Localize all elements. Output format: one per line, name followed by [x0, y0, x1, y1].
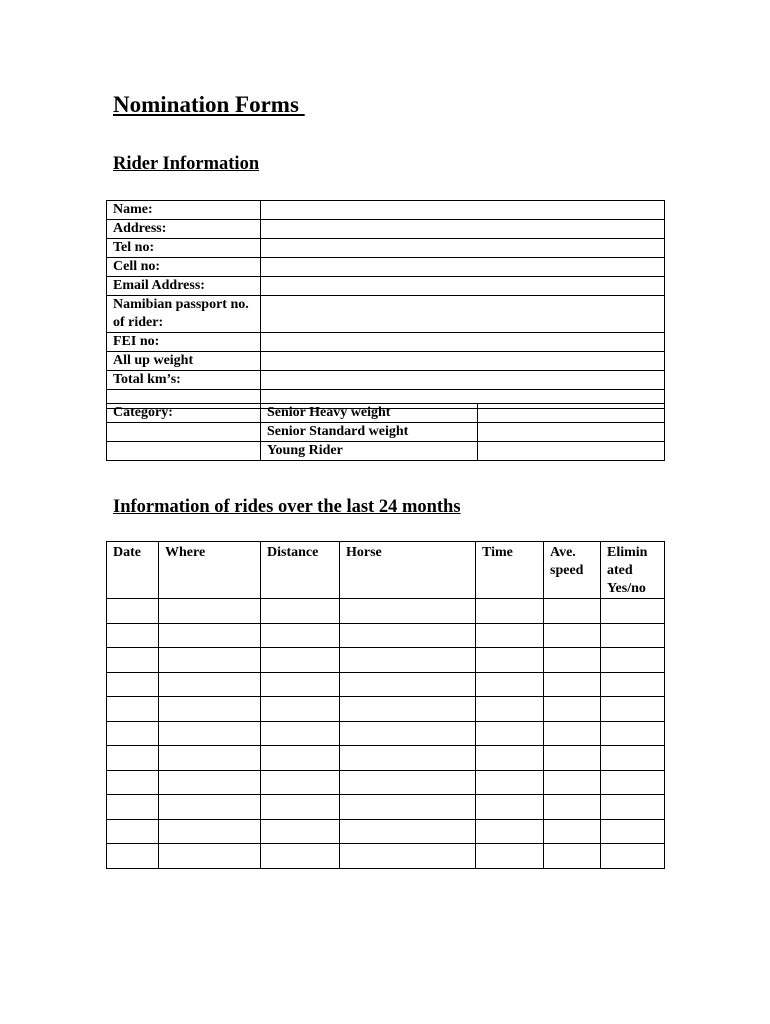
- rides-table: [106, 541, 665, 869]
- table-cell[interactable]: [340, 795, 476, 820]
- table-row: [107, 819, 665, 844]
- table-cell[interactable]: [107, 697, 159, 722]
- rider-information-table: [106, 200, 665, 409]
- table-cell[interactable]: [340, 623, 476, 648]
- table-cell[interactable]: [107, 623, 159, 648]
- table-cell[interactable]: [544, 844, 601, 869]
- column-header-time: Time: [476, 542, 544, 599]
- table-cell[interactable]: [601, 697, 665, 722]
- category-option-senior-heavy: Senior Heavy weight: [261, 404, 478, 423]
- column-header-horse: Horse: [340, 542, 476, 599]
- table-cell[interactable]: [159, 672, 261, 697]
- table-cell[interactable]: [261, 721, 340, 746]
- field-label-weight: All up weight: [107, 352, 261, 371]
- table-row: [107, 844, 665, 869]
- field-value-name[interactable]: [261, 201, 665, 220]
- table-row: [107, 599, 665, 624]
- table-cell[interactable]: [476, 770, 544, 795]
- field-label-email: Email Address:: [107, 277, 261, 296]
- table-cell[interactable]: [107, 844, 159, 869]
- field-value-address[interactable]: [261, 220, 665, 239]
- table-cell[interactable]: [159, 795, 261, 820]
- table-cell[interactable]: [476, 623, 544, 648]
- table-cell[interactable]: [159, 819, 261, 844]
- table-cell[interactable]: [340, 746, 476, 771]
- category-option-young-rider: Young Rider: [261, 442, 478, 461]
- field-label-passport: Namibian passport no. of rider:: [107, 296, 261, 333]
- table-row: [107, 333, 665, 352]
- table-cell[interactable]: [261, 746, 340, 771]
- category-select-cell[interactable]: [478, 404, 665, 423]
- table-cell[interactable]: [261, 697, 340, 722]
- table-cell[interactable]: [544, 819, 601, 844]
- table-cell[interactable]: [159, 770, 261, 795]
- field-label-name: Name:: [107, 201, 261, 220]
- table-cell[interactable]: [261, 770, 340, 795]
- field-value-email[interactable]: [261, 277, 665, 296]
- column-header-where: Where: [159, 542, 261, 599]
- table-cell[interactable]: [476, 648, 544, 673]
- table-cell[interactable]: [159, 623, 261, 648]
- column-header-eliminated: Elimin ated Yes/no: [601, 542, 665, 599]
- table-cell[interactable]: [261, 672, 340, 697]
- table-cell[interactable]: [601, 770, 665, 795]
- category-blank-cell: [107, 423, 261, 442]
- table-cell[interactable]: [601, 623, 665, 648]
- table-cell[interactable]: [544, 795, 601, 820]
- table-cell[interactable]: [340, 599, 476, 624]
- table-cell[interactable]: [261, 819, 340, 844]
- table-cell[interactable]: [159, 599, 261, 624]
- table-cell[interactable]: [159, 844, 261, 869]
- table-cell[interactable]: [601, 795, 665, 820]
- table-cell[interactable]: [261, 844, 340, 869]
- table-cell[interactable]: [107, 599, 159, 624]
- table-row: [107, 721, 665, 746]
- table-cell[interactable]: [476, 672, 544, 697]
- table-cell[interactable]: [476, 819, 544, 844]
- table-row: [107, 623, 665, 648]
- page-title: Nomination Forms: [113, 92, 305, 117]
- table-cell[interactable]: [476, 697, 544, 722]
- field-label-total-km: Total km’s:: [107, 371, 261, 390]
- table-cell[interactable]: [107, 746, 159, 771]
- table-header-row: [107, 542, 665, 599]
- table-cell[interactable]: [261, 623, 340, 648]
- table-cell[interactable]: [340, 819, 476, 844]
- table-cell[interactable]: [340, 672, 476, 697]
- field-value-fei[interactable]: [261, 333, 665, 352]
- table-cell[interactable]: [544, 697, 601, 722]
- table-row: [107, 220, 665, 239]
- table-cell[interactable]: [261, 648, 340, 673]
- table-cell[interactable]: [261, 599, 340, 624]
- field-label-address: Address:: [107, 220, 261, 239]
- table-row: [107, 746, 665, 771]
- table-cell[interactable]: [476, 844, 544, 869]
- table-cell[interactable]: [107, 819, 159, 844]
- table-cell[interactable]: [544, 721, 601, 746]
- field-value-passport[interactable]: [261, 296, 665, 333]
- table-cell[interactable]: [340, 844, 476, 869]
- table-cell[interactable]: [159, 697, 261, 722]
- field-value-total-km[interactable]: [261, 371, 665, 390]
- table-row: [107, 296, 665, 333]
- field-label-cell: Cell no:: [107, 258, 261, 277]
- field-value-cell[interactable]: [261, 258, 665, 277]
- table-cell[interactable]: [107, 721, 159, 746]
- field-value-tel[interactable]: [261, 239, 665, 258]
- table-cell[interactable]: [601, 844, 665, 869]
- table-cell[interactable]: [159, 721, 261, 746]
- table-cell[interactable]: [601, 599, 665, 624]
- table-row: [107, 770, 665, 795]
- table-row: [107, 795, 665, 820]
- table-row: [107, 277, 665, 296]
- table-cell[interactable]: [340, 648, 476, 673]
- table-cell[interactable]: [476, 721, 544, 746]
- field-label-tel: Tel no:: [107, 239, 261, 258]
- table-row: [107, 697, 665, 722]
- table-cell[interactable]: [601, 819, 665, 844]
- table-row: [107, 442, 665, 461]
- field-label-fei: FEI no:: [107, 333, 261, 352]
- table-cell[interactable]: [476, 599, 544, 624]
- table-row: [107, 672, 665, 697]
- table-cell[interactable]: [107, 795, 159, 820]
- table-cell[interactable]: [544, 599, 601, 624]
- table-row: [107, 404, 665, 423]
- field-value-weight[interactable]: [261, 352, 665, 371]
- rides-information-heading: Information of rides over the last 24 months: [113, 497, 461, 517]
- table-cell[interactable]: [601, 672, 665, 697]
- table-row: [107, 423, 665, 442]
- table-cell[interactable]: [261, 795, 340, 820]
- table-cell[interactable]: [544, 648, 601, 673]
- column-header-date: Date: [107, 542, 159, 599]
- table-cell[interactable]: [107, 648, 159, 673]
- table-cell[interactable]: [544, 623, 601, 648]
- column-header-distance: Distance: [261, 542, 340, 599]
- table-row: [107, 258, 665, 277]
- category-option-senior-standard: Senior Standard weight: [261, 423, 478, 442]
- category-label: Category:: [107, 404, 261, 423]
- table-cell[interactable]: [107, 770, 159, 795]
- table-cell[interactable]: [476, 795, 544, 820]
- column-header-ave-speed: Ave. speed: [544, 542, 601, 599]
- rider-information-heading: Rider Information: [113, 154, 260, 174]
- table-cell[interactable]: [476, 746, 544, 771]
- table-cell[interactable]: [340, 770, 476, 795]
- category-select-cell[interactable]: [478, 423, 665, 442]
- table-row: [107, 371, 665, 390]
- category-blank-cell: [107, 442, 261, 461]
- table-row: [107, 239, 665, 258]
- table-cell[interactable]: [601, 648, 665, 673]
- category-select-cell[interactable]: [478, 442, 665, 461]
- table-cell[interactable]: [601, 746, 665, 771]
- table-row: [107, 352, 665, 371]
- table-row: [107, 201, 665, 220]
- table-cell[interactable]: [340, 697, 476, 722]
- table-cell[interactable]: [159, 648, 261, 673]
- category-table: [106, 403, 665, 461]
- table-cell[interactable]: [544, 770, 601, 795]
- table-cell[interactable]: [107, 672, 159, 697]
- table-row: [107, 648, 665, 673]
- table-cell[interactable]: [601, 721, 665, 746]
- table-cell[interactable]: [340, 721, 476, 746]
- table-cell[interactable]: [544, 746, 601, 771]
- table-cell[interactable]: [544, 672, 601, 697]
- table-cell[interactable]: [159, 746, 261, 771]
